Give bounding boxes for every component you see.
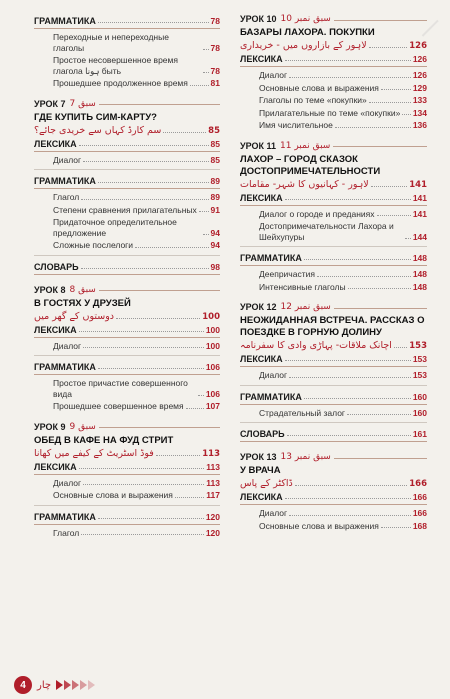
leader-dots [186,408,204,409]
lesson-label-urdu: سبق 8 [69,284,96,295]
page-ref: 166 [412,508,427,518]
lesson-label: УРОК 10 [240,14,277,24]
leader-dots [377,215,411,216]
lesson-label-urdu: سبق نمبر 13 [280,452,331,462]
toc-urdu-title[interactable] [240,39,427,52]
page-ref: 94 [210,227,220,238]
toc-item-text: Достопримечательности Лахора и Шейхупуры [259,221,394,242]
arrow-decoration-icon [55,680,95,690]
corner-decoration [428,0,450,60]
page-ref: 166 [409,479,427,489]
page-ref: 117 [206,490,220,500]
toc-item[interactable] [34,378,220,399]
leader-dots [285,498,411,499]
leader-dots [199,211,209,212]
page-ref: 78 [210,65,220,76]
toc-item-text: Диалог [53,477,82,488]
page-ref: 148 [412,281,427,292]
page-ref: 126 [409,41,427,51]
page-ref: 113 [206,461,220,472]
toc-item[interactable] [240,282,427,293]
toc-item[interactable] [34,401,220,412]
page-ref: 141 [409,179,427,190]
toc-item[interactable] [240,408,427,419]
page-ref: 148 [412,253,427,263]
toc-item[interactable] [34,205,220,216]
toc-urdu-title[interactable] [240,477,427,490]
page-ref: 85 [210,138,220,149]
toc-item[interactable] [34,32,220,53]
toc-item[interactable] [240,70,427,81]
toc-urdu-title[interactable] [34,447,220,460]
leader-dots [203,234,209,235]
leader-dots [79,331,204,332]
toc-item[interactable] [240,370,427,381]
toc-item[interactable] [34,341,220,352]
toc-left-column [34,14,220,540]
toc-section[interactable] [240,427,427,442]
toc-item-text: Глагол [53,527,80,538]
leader-dots [79,468,205,469]
toc-item-text: Диалог [259,508,288,518]
lesson-label: УРОК 7 [34,98,66,109]
page-ref: 113 [206,477,220,488]
leader-dots [83,347,204,348]
page-number: 4 [14,676,32,694]
lesson-label-urdu: سبق 7 [69,98,96,109]
page-ref: 120 [205,527,220,538]
page-ref: 133 [412,95,427,105]
leader-dots [81,268,209,269]
toc-section[interactable] [240,191,427,206]
page-number-urdu: چار [37,679,52,691]
lesson-title: БАЗАРЫ ЛАХОРА. ПОКУПКИ [240,27,375,38]
toc-item[interactable] [240,108,427,119]
divider [34,355,220,356]
toc-section[interactable] [34,14,220,29]
leader-dots [203,49,209,50]
lesson-rule [99,290,220,291]
page-ref: 100 [202,311,220,322]
leader-dots [402,114,410,115]
toc-item-text: Диалог [259,370,288,380]
leader-dots [83,484,204,485]
page-footer [14,676,95,694]
toc-item-text: Степени сравнения прилагательных [53,204,197,215]
toc-item[interactable] [34,55,220,76]
toc-section-text: ЛЕКСИКА [34,324,77,335]
leader-dots [83,161,208,162]
page-ref: 81 [210,78,220,88]
toc-section[interactable] [240,490,427,505]
page-ref: 144 [412,231,427,242]
lesson-rule [334,458,427,459]
lesson-rule [334,308,427,309]
toc-item[interactable] [34,240,220,251]
page-ref: 168 [412,520,427,531]
toc-urdu-title-text: لاہور - کہانیوں کا شہر- مقامات [240,178,369,190]
leader-dots [317,276,411,277]
toc-item[interactable] [34,478,220,489]
toc-section-text: ЛЕКСИКА [240,354,283,364]
toc-section-text: ЛЕКСИКА [240,54,283,64]
toc-urdu-title-text: فوڈ اسٹریٹ کے کیفے میں کھانا [34,447,154,459]
toc-item[interactable] [34,192,220,203]
toc-item-text: Диалог [53,340,82,351]
leader-dots [348,288,411,289]
toc-item-text: Основные слова и выражения [259,520,379,531]
toc-section[interactable] [34,323,220,338]
leader-dots [98,518,204,519]
leader-dots [381,89,411,90]
lesson-rule [334,20,427,21]
leader-dots [98,22,209,23]
toc-section[interactable] [34,460,220,475]
toc-section-text: ГРАММАТИКА [240,391,302,402]
page-ref: 141 [412,192,427,203]
leader-dots [347,414,411,415]
divider [34,255,220,256]
leader-dots [156,455,200,456]
page-ref: 129 [412,82,427,93]
page-ref: 120 [205,511,220,522]
toc-item-text: Прошедшее продолженное время [53,78,188,88]
lesson-label-urdu: سبق نمبر 10 [280,14,331,24]
toc-item[interactable] [240,269,427,280]
lesson-title: У ВРАЧА [240,465,281,476]
toc-urdu-title-text: اچانک ملاقات- پہاڑی وادی کا سفرنامہ [240,340,392,351]
page-ref: 89 [210,192,220,202]
leader-dots [79,145,209,146]
toc-item[interactable] [34,217,220,238]
toc-item-text: Переходные и непереходные глаголы [53,32,169,53]
toc-section-text: ГРАММАТИКА [240,253,302,263]
lesson-header [34,285,220,295]
lesson-label: УРОК 8 [34,284,66,295]
lesson-title: ОБЕД В КАФЕ НА ФУД СТРИТ [34,434,174,446]
lesson-label-urdu: سبق 9 [69,421,96,432]
leader-dots [371,186,408,187]
toc-item[interactable] [240,120,427,131]
lesson-header [240,302,427,312]
toc-item[interactable] [34,490,220,501]
lesson-label: УРОК 9 [34,421,66,432]
toc-urdu-title[interactable] [34,124,220,137]
lesson-label-urdu: سبق نمبر 11 [280,140,331,151]
page-ref: 160 [412,407,427,418]
toc-item-text: Основные слова и выражения [53,490,173,500]
toc-section-text: ЛЕКСИКА [34,138,77,149]
toc-item[interactable] [34,155,220,166]
leader-dots [98,182,209,183]
toc-item[interactable] [240,209,427,220]
toc-section[interactable] [34,260,220,275]
toc-item-text: Страдательный залог [259,407,346,418]
page-ref: 85 [208,125,220,136]
toc-urdu-title[interactable] [240,178,427,191]
page-ref: 100 [205,340,220,351]
lesson-rule [99,427,220,428]
page-ref: 98 [210,261,220,272]
toc-section-text: ГРАММАТИКА [34,16,96,26]
divider [240,422,427,423]
page-ref: 91 [210,204,220,215]
lesson-label: УРОК 13 [240,452,277,462]
leader-dots [198,395,204,396]
leader-dots [304,398,411,399]
toc-urdu-title-text: سم کارڈ کہاں سے خریدی جائے؟ [34,124,162,136]
lesson-header [240,14,427,24]
lesson-header [240,141,427,151]
toc-section-text: ГРАММАТИКА [34,511,96,522]
toc-item-text: Диалог о городе и преданиях [259,208,375,219]
toc-item-text: Диалог [259,70,288,80]
page-ref: 89 [210,176,220,186]
toc-item-text: Глаголы по теме «покупки» [259,95,367,105]
toc-section-text: СЛОВАРЬ [240,429,285,439]
page-ref: 107 [205,401,220,411]
lesson-title: ЛАХОР – ГОРОД СКАЗОК ДОСТОПРИМЕЧАТЕЛЬНОСТИ [240,153,381,177]
page-ref: 113 [202,448,220,459]
page-ref: 94 [210,240,220,250]
leader-dots [289,377,411,378]
toc-item-text: Деепричастия [259,269,315,279]
toc-item-text: Прошедшее совершенное время [53,401,184,411]
toc-section[interactable] [34,510,220,525]
toc-section[interactable] [240,390,427,405]
page-ref: 160 [412,391,427,402]
leader-dots [381,527,411,528]
toc-item-text: Придаточное определительное предложение [53,217,177,238]
leader-dots [135,247,209,248]
toc-section-text: ЛЕКСИКА [240,492,283,502]
lesson-header [240,452,427,462]
page-ref: 106 [205,362,220,372]
page-ref: 136 [412,120,427,130]
toc-section[interactable] [34,174,220,189]
lesson-header [34,422,220,432]
divider [240,385,427,386]
toc-urdu-title[interactable] [240,339,427,352]
toc-section[interactable] [240,52,427,67]
leader-dots [335,127,411,128]
toc-section[interactable] [240,251,427,266]
lesson-rule [333,146,427,147]
toc-item-text: Простое несовершенное время глагола ہونا быть [53,55,178,76]
page-ref: 148 [412,269,427,279]
page-ref: 161 [412,429,427,439]
toc-item-text: Диалог [53,154,82,165]
leader-dots [304,259,411,260]
toc-item-text: Имя числительное [259,120,333,130]
page-ref: 153 [412,354,427,364]
page-ref: 126 [412,70,427,80]
toc-urdu-title[interactable] [34,310,220,323]
leader-dots [190,85,209,86]
page-ref: 106 [205,388,220,399]
toc-section-text: ГРАММАТИКА [34,176,96,186]
page-ref: 153 [409,341,427,351]
toc-item-text: Глагол [53,192,80,202]
lesson-label: УРОК 12 [240,302,277,312]
leader-dots [295,485,407,486]
toc-item-text: Сложные послелоги [53,240,134,250]
toc-section-text: ЛЕКСИКА [34,461,77,472]
toc-section[interactable] [34,137,220,152]
leader-dots [285,60,411,61]
lesson-header [34,99,220,109]
divider [240,246,427,247]
toc-item[interactable] [240,83,427,94]
lesson-label: УРОК 11 [240,140,276,151]
page-ref: 166 [412,492,427,502]
toc-item[interactable] [240,508,427,519]
toc-section-text: ЛЕКСИКА [240,192,283,203]
leader-dots [285,360,411,361]
toc-item-text: Прилагательные по теме «покупки» [259,107,401,118]
toc-item[interactable] [34,528,220,539]
divider [34,505,220,506]
page-ref: 141 [412,208,427,219]
page-ref: 85 [210,154,220,165]
leader-dots [369,102,411,103]
toc-urdu-title-text: لاہور کے بازاروں میں - خریداری [240,40,367,51]
toc-item[interactable] [34,78,220,89]
page-ref: 134 [412,107,427,118]
page-ref: 78 [210,42,220,53]
page-ref: 153 [412,370,427,380]
toc-section[interactable] [240,352,427,367]
leader-dots [98,368,204,369]
lesson-label-urdu: سبق نمبر 12 [280,302,331,312]
leader-dots [116,318,200,319]
leader-dots [163,132,206,133]
leader-dots [81,199,208,200]
toc-item[interactable] [240,221,427,242]
lesson-title: НЕОЖИДАННАЯ ВСТРЕЧА. РАССКАЗ О ПОЕЗДКЕ В ГОРНУЮ ДОЛИНУ [240,315,425,338]
toc-right-column [240,14,427,533]
toc-item[interactable] [240,95,427,106]
toc-item-text: Интенсивные глаголы [259,281,346,292]
leader-dots [175,497,204,498]
page-ref: 78 [210,16,220,26]
leader-dots [369,47,408,48]
leader-dots [81,534,204,535]
leader-dots [405,238,411,239]
toc-section-text: ГРАММАТИКА [34,362,96,372]
page-ref: 100 [205,324,220,335]
toc-section-text: СЛОВАРЬ [34,261,79,272]
page-ref: 126 [412,54,427,64]
divider [34,169,220,170]
lesson-title: В ГОСТЯХ У ДРУЗЕЙ [34,297,131,309]
leader-dots [285,199,411,200]
leader-dots [394,347,407,348]
toc-item[interactable] [240,521,427,532]
leader-dots [289,515,411,516]
lesson-title: ГДЕ КУПИТЬ СИМ-КАРТУ? [34,111,157,123]
toc-urdu-title-text: دوستوں کے گھر میں [34,310,115,322]
leader-dots [289,77,411,78]
lesson-rule [99,104,220,105]
toc-item-text: Основные слова и выражения [259,82,379,93]
leader-dots [287,435,411,436]
toc-item-text: Простое причастие совершенного вида [53,378,188,399]
toc-urdu-title-text: ڈاکٹر کے پاس [240,478,293,489]
toc-section[interactable] [34,360,220,375]
leader-dots [203,72,209,73]
